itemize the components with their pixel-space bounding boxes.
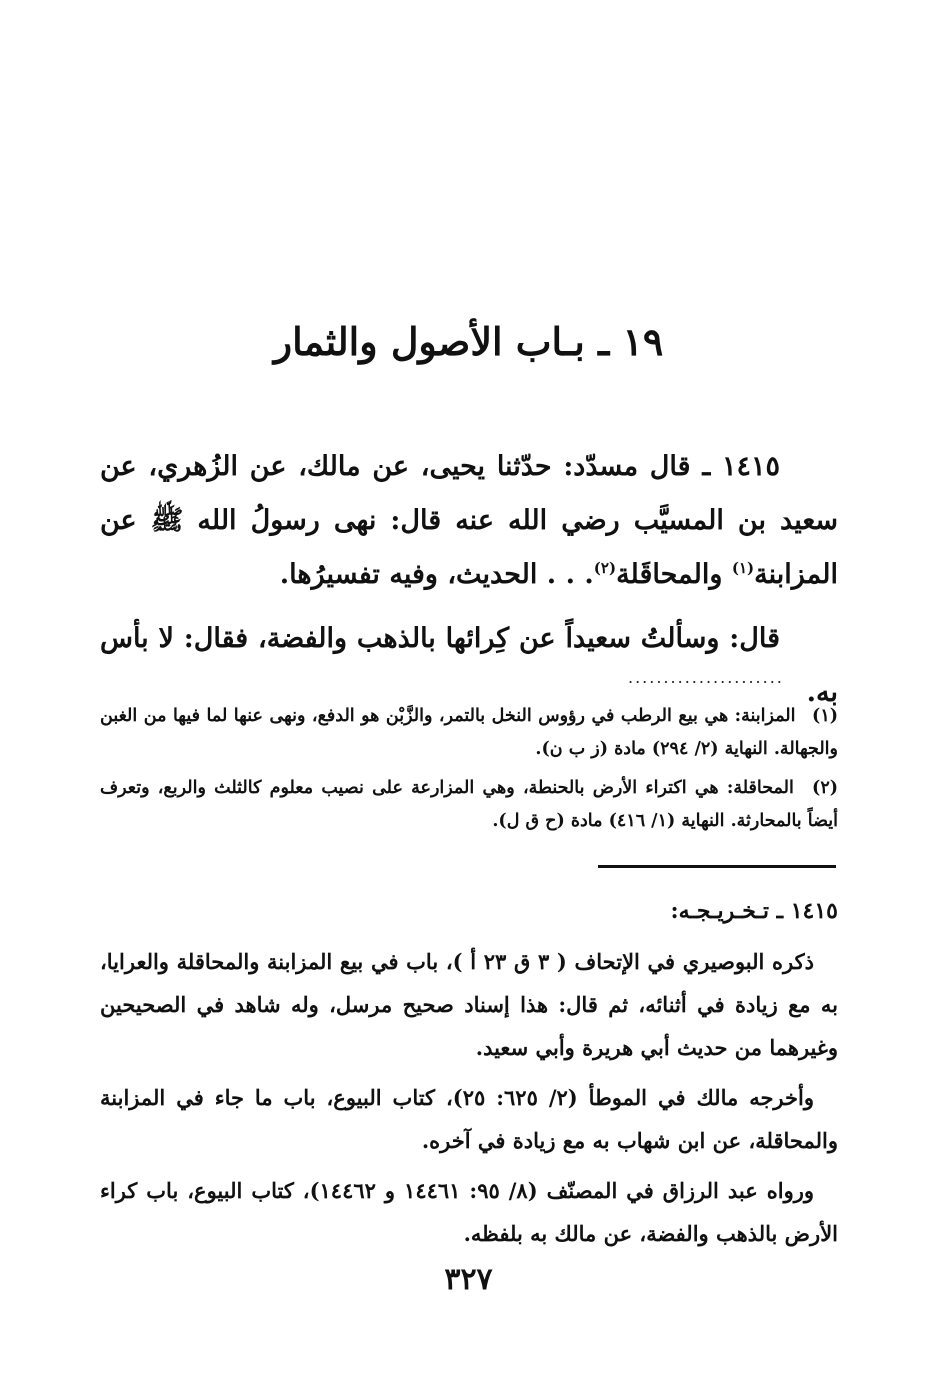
hadith-paragraph-1	[100, 440, 838, 602]
chapter-title: ١٩ ـ بـاب الأصول والثمار	[273, 319, 664, 364]
hadith-paragraph-2: قال: وسألتُ سعيداً عن كِرائها بالذهب والفضة، فقال: لا بأس به.	[100, 623, 838, 708]
footnote-dotted-separator: ......................	[628, 668, 784, 687]
hadith-text-part-1: ١٤١٥ ـ قال مسدّد: حدّثنا يحيى، عن مالك، عن الزُهري، عن سعيد بن المسيَّب رضي الله عنه قال: نهى رسولُ الله ﷺ عن المزابنة	[100, 451, 838, 590]
takhrij-paragraph: ورواه عبد الرزاق في المصنّف (٨/ ٩٥: ١٤٤٦١ و ١٤٤٦٢)، كتاب البيوع، باب كراء الأرض بالذهب والفضة، عن مالك به بلفظه.	[100, 1178, 838, 1246]
footnote-number: (١)	[812, 706, 838, 726]
footnote-text: المحاقلة: هي اكتراء الأرض بالحنطة، وهي المزارعة على نصيب معلوم كالثلث والربع، وتعرف أيضاً بالمحارثة. النهاية (١/ ٤١٦) مادة (ح ق ل).	[100, 778, 838, 831]
page-number: ٣٢٧	[444, 1262, 493, 1297]
footnote-2	[100, 772, 838, 838]
section-divider	[598, 865, 836, 868]
footnote-ref-1: (١)	[731, 559, 755, 577]
footnotes	[100, 700, 838, 844]
footnote-1	[100, 700, 838, 766]
footnote-text: المزابنة: هي بيع الرطب في رؤوس النخل بالتمر، والزَّبْن هو الدفع، ونهى عنها لما فيها من الغبن والجهالة. النهاية (٢/ ٢٩٤) مادة (ز ب ن).	[100, 706, 838, 759]
hadith-text-part-2: والمحاقَلة	[616, 559, 732, 590]
takhrij-heading: ١٤١٥ ـ تـخـريـجـه:	[670, 898, 838, 924]
takhrij-paragraph: وأخرجه مالك في الموطأ (٢/ ٦٢٥: ٢٥)، كتاب البيوع، باب ما جاء في المزابنة والمحاقلة، عن ابن شهاب به مع زيادة في آخره.	[100, 1085, 838, 1153]
footnote-number: (٢)	[812, 778, 839, 798]
takhrij-paragraph: ذكره البوصيري في الإتحاف ( ٣ ق ٢٣ أ )، باب في بيع المزابنة والمحاقلة والعرايا، به مع زيادة في أثنائه، ثم قال: هذا إسناد صحيح مرسل، وله شاهد في الصحيحين وغيرهما من حديث أبي هريرة وأبي سعيد.	[100, 949, 838, 1060]
takhrij-section	[100, 890, 838, 1262]
footnote-ref-2: (٢)	[593, 559, 617, 577]
hadith-text-part-3: . . . الحديث، وفيه تفسيرُها.	[279, 559, 594, 590]
